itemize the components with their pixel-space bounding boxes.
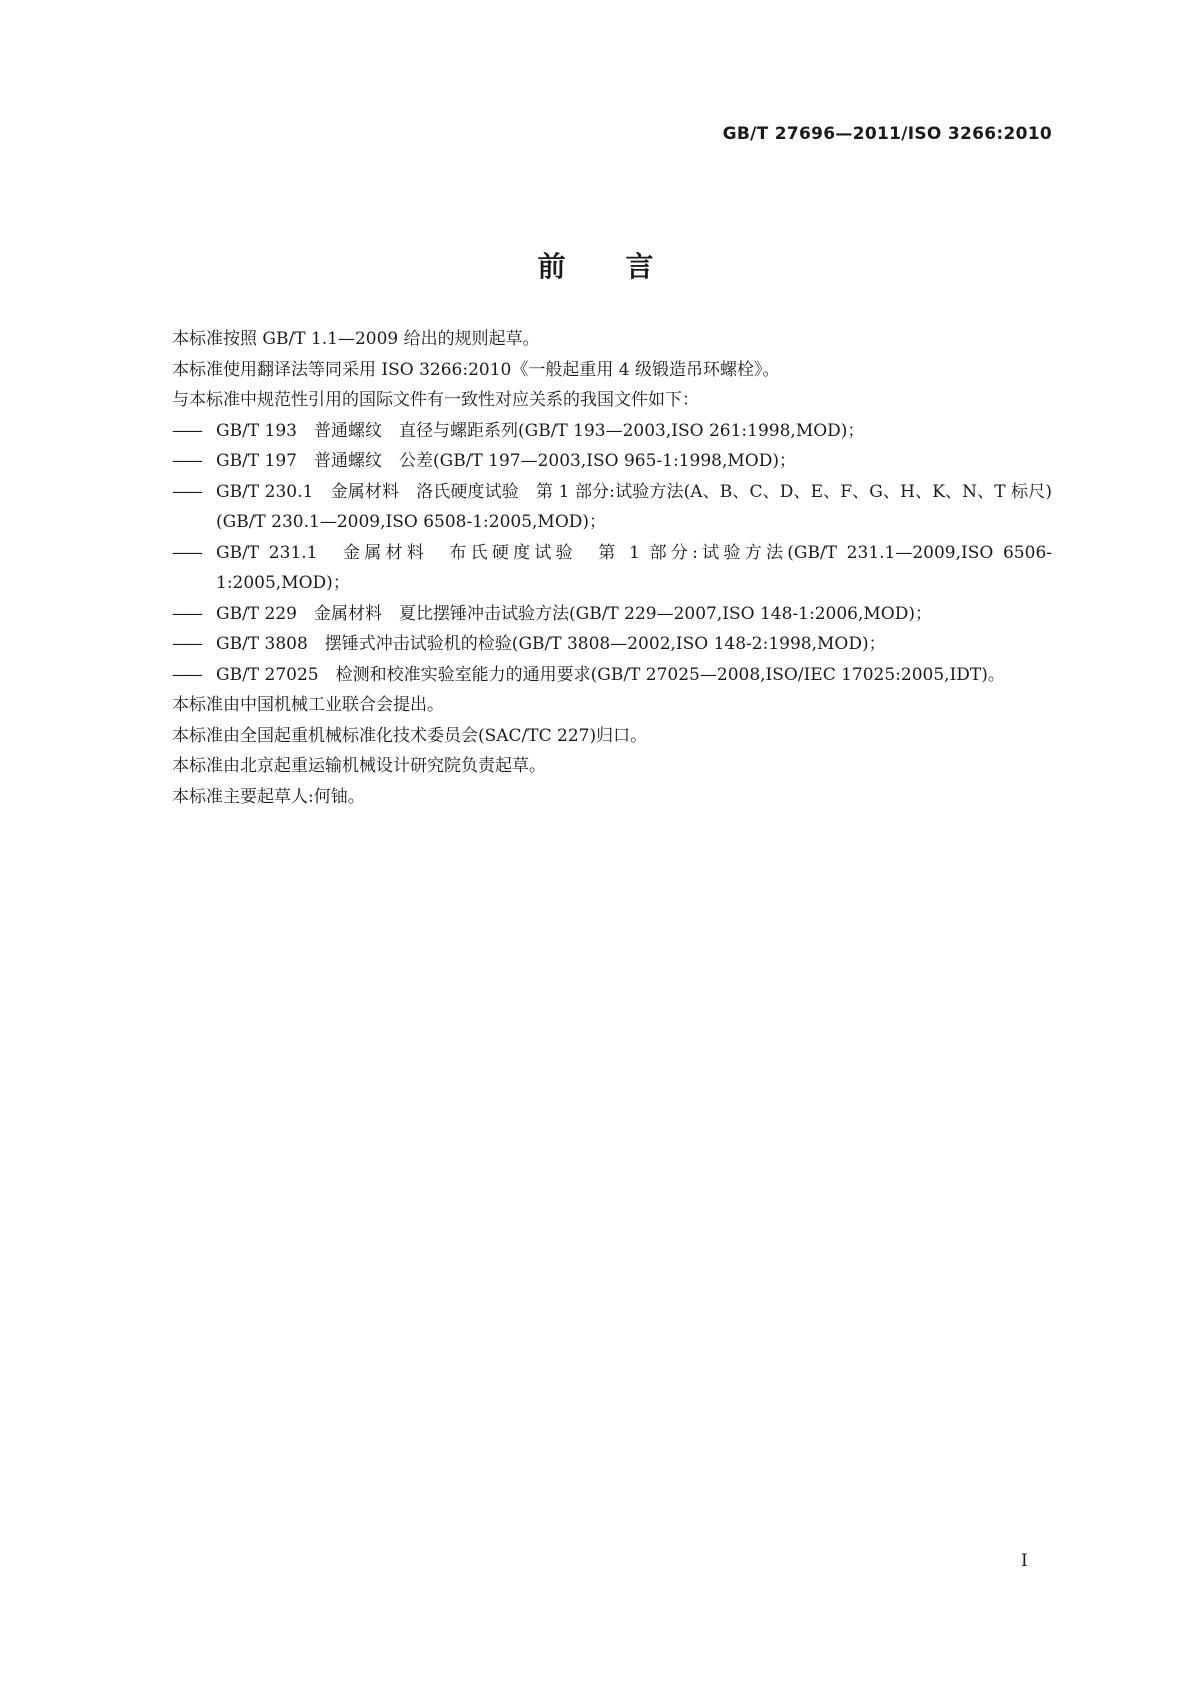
- paragraph-references-intro: 与本标准中规范性引用的国际文件有一致性对应关系的我国文件如下：: [172, 390, 699, 410]
- reference-text: GB/T 3808 摆锤式冲击试验机的检验(GB/T 3808—2002,ISO 148-2:1998,MOD)；: [216, 634, 886, 654]
- paragraph-drafters: 本标准主要起草人:何铀。: [172, 786, 365, 807]
- dash-marker: ——: [172, 542, 200, 563]
- reference-item-gbt230-1: [172, 477, 1052, 538]
- reference-item-gbt27025: [172, 660, 1052, 691]
- reference-item-gbt229: [172, 599, 1052, 630]
- reference-item-gbt3808: [172, 629, 1052, 660]
- paragraph-drafting-rules: 本标准按照 GB/T 1.1—2009 给出的规则起草。: [172, 329, 540, 349]
- paragraph-adoption-method: 本标准使用翻译法等同采用 ISO 3266:2010《一般起重用 4 级锻造吊环螺栓》。: [172, 359, 780, 380]
- dash-marker: ——: [172, 481, 200, 502]
- reference-item-gbt197: [172, 446, 1052, 477]
- paragraph-proposer: 本标准由中国机械工业联合会提出。: [172, 695, 444, 715]
- foreword-body: [172, 324, 1052, 812]
- dash-marker: ——: [172, 634, 200, 654]
- reference-item-gbt193: [172, 416, 1052, 447]
- reference-text: GB/T 231.1 金属材料 布氏硬度试验 第 1 部分:试验方法(GB/T 231.1—2009,ISO 6506-1:2005,MOD)；: [216, 542, 1052, 593]
- dash-marker: ——: [172, 420, 200, 441]
- reference-item-gbt231-1: [172, 538, 1052, 599]
- dash-marker: ——: [172, 451, 200, 471]
- page-title: 前言: [537, 249, 714, 283]
- reference-text: GB/T 197 普通螺纹 公差(GB/T 197—2003,ISO 965-1:1998,MOD)；: [216, 451, 796, 471]
- paragraph-drafting-org: 本标准由北京起重运输机械设计研究院负责起草。: [172, 756, 546, 776]
- dash-marker: ——: [172, 664, 200, 685]
- reference-text: GB/T 27025 检测和校准实验室能力的通用要求(GB/T 27025—2008,ISO/IEC 17025:2005,IDT)。: [216, 664, 1005, 685]
- standard-number-header: GB/T 27696—2011/ISO 3266:2010: [722, 124, 1052, 144]
- paragraph-committee: 本标准由全国起重机械标准化技术委员会(SAC/TC 227)归口。: [172, 725, 648, 746]
- page-number: I: [1021, 1551, 1028, 1571]
- reference-text: GB/T 193 普通螺纹 直径与螺距系列(GB/T 193—2003,ISO 261:1998,MOD)；: [216, 420, 865, 441]
- dash-marker: ——: [172, 603, 200, 624]
- reference-text: GB/T 229 金属材料 夏比摆锤冲击试验方法(GB/T 229—2007,ISO 148-1:2006,MOD)；: [216, 603, 932, 624]
- reference-text: GB/T 230.1 金属材料 洛氏硬度试验 第 1 部分:试验方法(A、B、C、D、E、F、G、H、K、N、T 标尺)(GB/T 230.1—2009,ISO 6508-1:2005,MOD)；: [216, 481, 1052, 532]
